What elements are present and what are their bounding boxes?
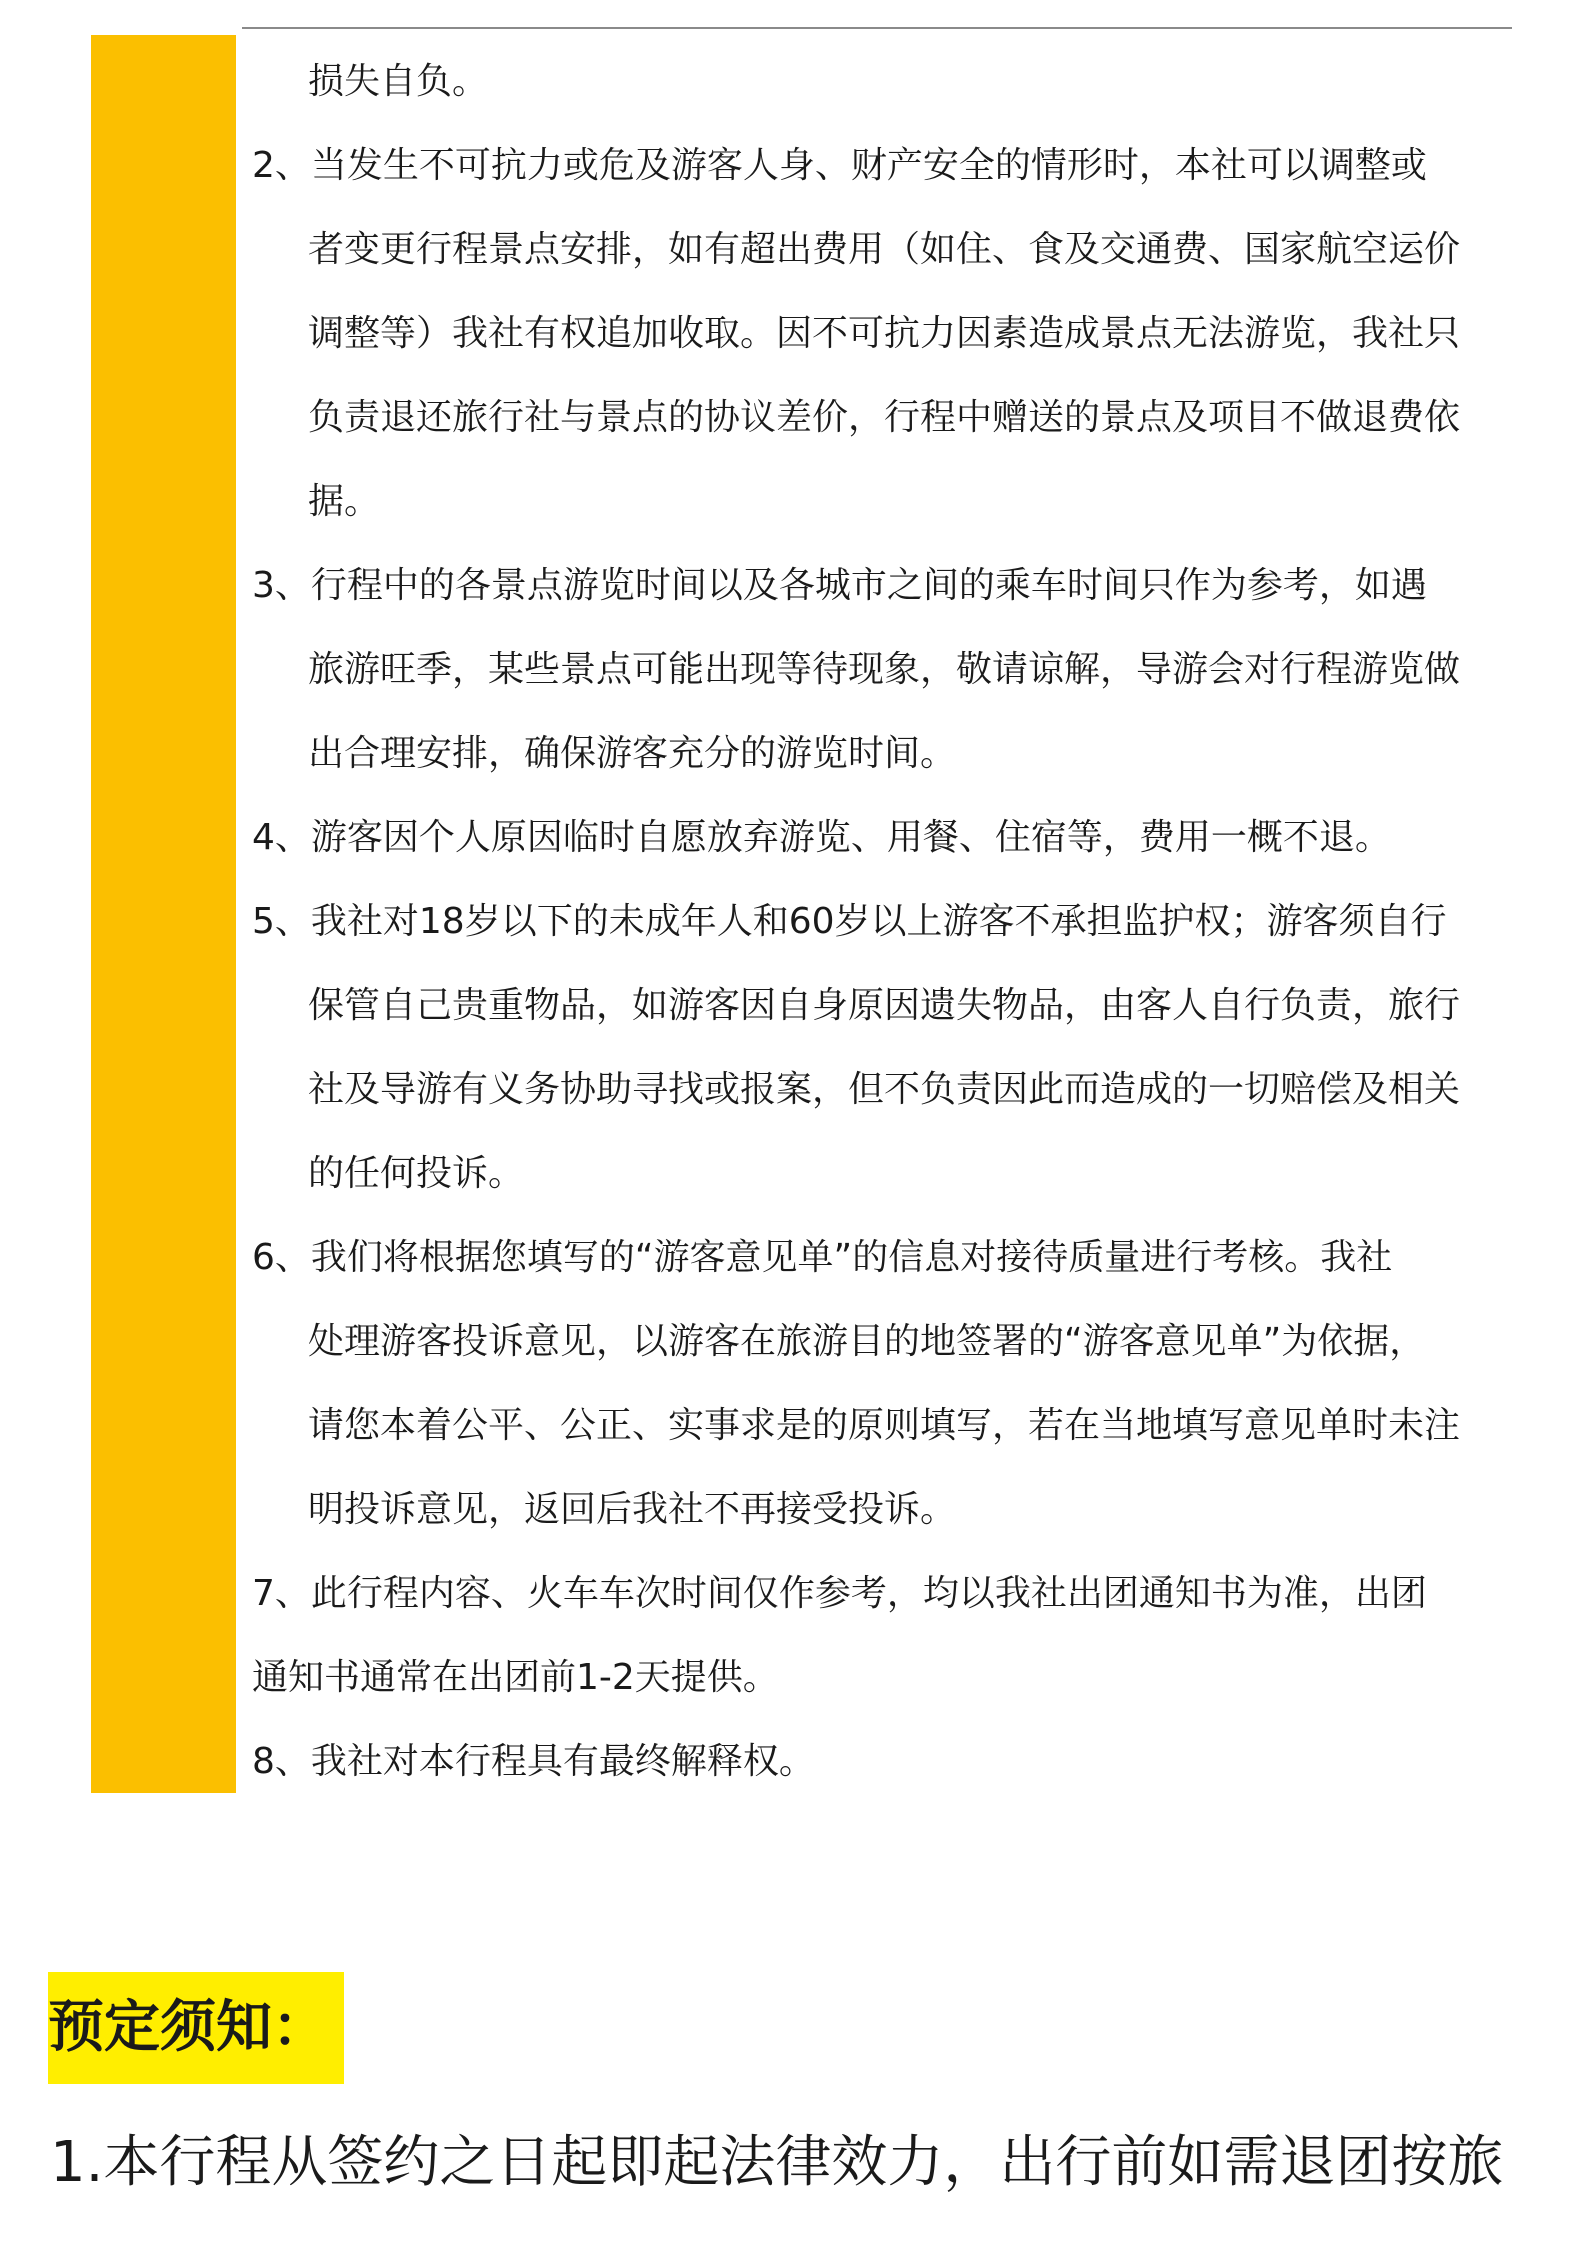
terms-line: 3、行程中的各景点游览时间以及各城市之间的乘车时间只作为参考，如遇 <box>252 565 1427 606</box>
terms-line: 的任何投诉。 <box>308 1153 525 1194</box>
terms-line: 旅游旺季，某些景点可能出现等待现象，敬请谅解，导游会对行程游览做 <box>308 649 1461 690</box>
terms-line: 明投诉意见，返回后我社不再接受投诉。 <box>308 1489 957 1530</box>
terms-line: 保管自己贵重物品，如游客因自身原因遗失物品，由客人自行负责，旅行 <box>308 985 1461 1026</box>
terms-line: 5、我社对18岁以下的未成年人和60岁以上游客不承担监护权；游客须自行 <box>252 901 1447 942</box>
terms-line: 负责退还旅行社与景点的协议差价，行程中赠送的景点及项目不做退费依 <box>308 397 1461 438</box>
top-rule <box>242 27 1512 29</box>
terms-line: 调整等）我社有权追加收取。因不可抗力因素造成景点无法游览，我社只 <box>308 313 1461 354</box>
terms-line: 通知书通常在出团前1-2天提供。 <box>252 1657 779 1698</box>
booking-heading-highlight <box>48 1972 344 2084</box>
terms-line: 社及导游有义务协助寻找或报案，但不负责因此而造成的一切赔偿及相关 <box>308 1069 1461 1110</box>
terms-line: 4、游客因个人原因临时自愿放弃游览、用餐、住宿等，费用一概不退。 <box>252 817 1391 858</box>
terms-line: 据。 <box>308 481 381 522</box>
yellow-side-bar <box>91 35 236 1793</box>
terms-line: 损失自负。 <box>308 61 489 102</box>
booking-heading: 预定须知： <box>48 1995 328 2060</box>
terms-line: 7、此行程内容、火车车次时间仅作参考，均以我社出团通知书为准，出团 <box>252 1573 1427 1614</box>
terms-line: 请您本着公平、公正、实事求是的原则填写，若在当地填写意见单时未注 <box>308 1405 1461 1446</box>
terms-line: 2、当发生不可抗力或危及游客人身、财产安全的情形时，本社可以调整或 <box>252 145 1427 186</box>
terms-line: 8、我社对本行程具有最终解释权。 <box>252 1741 815 1782</box>
terms-line: 者变更行程景点安排，如有超出费用（如住、食及交通费、国家航空运价 <box>308 229 1461 270</box>
terms-line: 6、我们将根据您填写的“游客意见单”的信息对接待质量进行考核。我社 <box>252 1237 1393 1278</box>
terms-line: 出合理安排，确保游客充分的游览时间。 <box>308 733 957 774</box>
terms-line: 处理游客投诉意见，以游客在旅游目的地签署的“游客意见单”为依据， <box>308 1321 1426 1362</box>
terms-list <box>252 40 1517 1804</box>
booking-first-line: 1.本行程从签约之日起即起法律效力，出行前如需退团按旅 <box>50 2130 1504 2195</box>
